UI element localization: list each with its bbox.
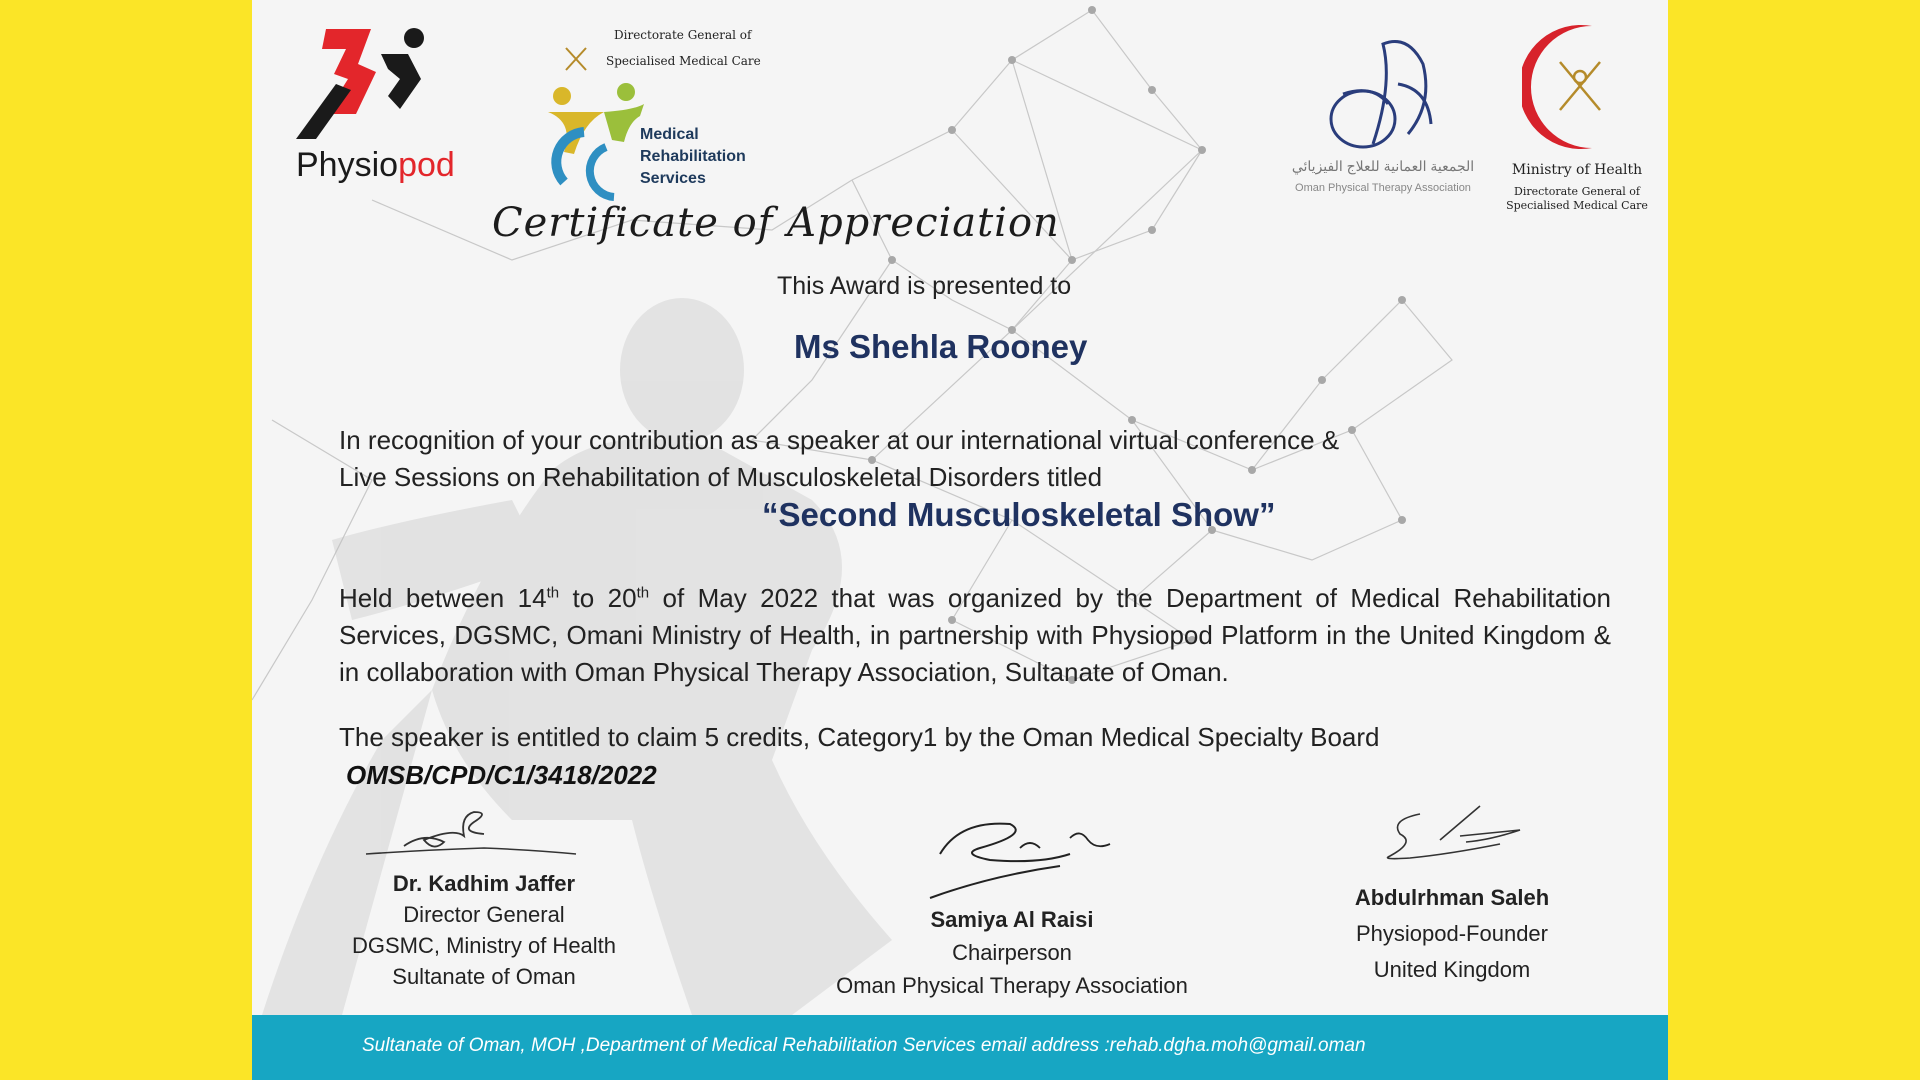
opta-arabic-name: الجمعية العمانية للعلاج الفيزيائي (1291, 158, 1475, 174)
signatory-1-title: Director General (403, 902, 565, 927)
signatory-1-org: DGSMC, Ministry of Health (351, 933, 617, 958)
signature-2-image (920, 814, 1140, 904)
dgsmc-line2: Specialised Medical Care (606, 54, 761, 68)
certificate-title: Certificate of Appreciation (492, 200, 1060, 246)
signatory-3-location: United Kingdom (1373, 957, 1531, 982)
moh-crescent-emblem-icon (1522, 22, 1622, 152)
signatory-2 (812, 903, 1212, 1002)
physiopod-logo-text-b: pod (398, 146, 455, 184)
signatory-2-name: Samiya Al Raisi (930, 907, 1094, 932)
omsb-code: OMSB/CPD/C1/3418/2022 (346, 760, 657, 790)
certificate (252, 0, 1668, 1080)
opta-logo (1288, 24, 1478, 204)
medical-rehab-text-3: Services (640, 170, 706, 187)
medical-rehab-text-1: Medical (640, 126, 699, 143)
signatory-2-org: Oman Physical Therapy Association (836, 973, 1188, 998)
footer-text: Sultanate of Oman, MOH ,Department of Medical Rehabilitation Services email address :rehab.dgha.moh@gmail.oman (362, 1035, 1366, 1056)
rehabilitation-figures-icon (544, 82, 654, 202)
recognition-line-2: Live Sessions on Rehabilitation of Musculoskeletal Disorders titled (339, 462, 1103, 492)
event-title: “Second Musculoskeletal Show” (762, 496, 1276, 533)
credits-statement: The speaker is entitled to claim 5 credits, Category1 by the Oman Medical Specialty Board (339, 722, 1380, 752)
signatory-1 (334, 868, 634, 992)
physiopod-logo (296, 24, 456, 184)
recognition-line-1: In recognition of your contribution as a speaker at our international virtual conference & (339, 425, 1340, 455)
opta-english-name: Oman Physical Therapy Association (1295, 182, 1471, 194)
signatory-2-title: Chairperson (952, 940, 1072, 965)
signatory-3 (1302, 880, 1602, 988)
signatory-3-name: Abdulrhman Saleh (1354, 885, 1550, 910)
held-text-b: to 20 (559, 583, 637, 613)
medical-rehab-text-2: Rehabilitation (640, 148, 746, 165)
signature-1-image (364, 806, 584, 866)
physiopod-logo-text-a: Physio (296, 146, 399, 184)
held-paragraph (339, 580, 1611, 691)
held-sup-1: th (546, 584, 560, 602)
held-text-c: of May 2022 that was organized by the Department of Medical Rehabilitation Services, DGSMC, Omani Ministry of Health, in partnership with Physiopod Platform in the United Kingdom & in collaboration with Oman Physical Therapy Association, Sultanate of Oman. (339, 583, 1611, 687)
moh-logo (1502, 22, 1652, 222)
signatory-1-name: Dr. Kadhim Jaffer (392, 871, 576, 896)
footer-bar (252, 1015, 1668, 1080)
recognition-paragraph (339, 422, 1539, 496)
held-sup-2: th (636, 584, 650, 602)
held-text-a: Held between 14 (339, 583, 547, 613)
dgsmc-line1: Directorate General of (614, 28, 752, 42)
moh-line2: Directorate General of (1514, 185, 1640, 198)
signature-3-image (1370, 800, 1540, 870)
presented-to-text: This Award is presented to (777, 272, 1072, 300)
physiopod-runner-icon (296, 24, 456, 139)
dgsmc-rehab-logo (544, 26, 774, 206)
signatory-3-title: Physiopod-Founder (1355, 921, 1548, 946)
opta-emblem-icon (1313, 24, 1453, 154)
moh-line1: Ministry of Health (1511, 162, 1643, 178)
moh-line3: Specialised Medical Care (1506, 199, 1648, 212)
signatory-1-country: Sultanate of Oman (392, 964, 576, 989)
recipient-name: Ms Shehla Rooney (794, 328, 1088, 365)
